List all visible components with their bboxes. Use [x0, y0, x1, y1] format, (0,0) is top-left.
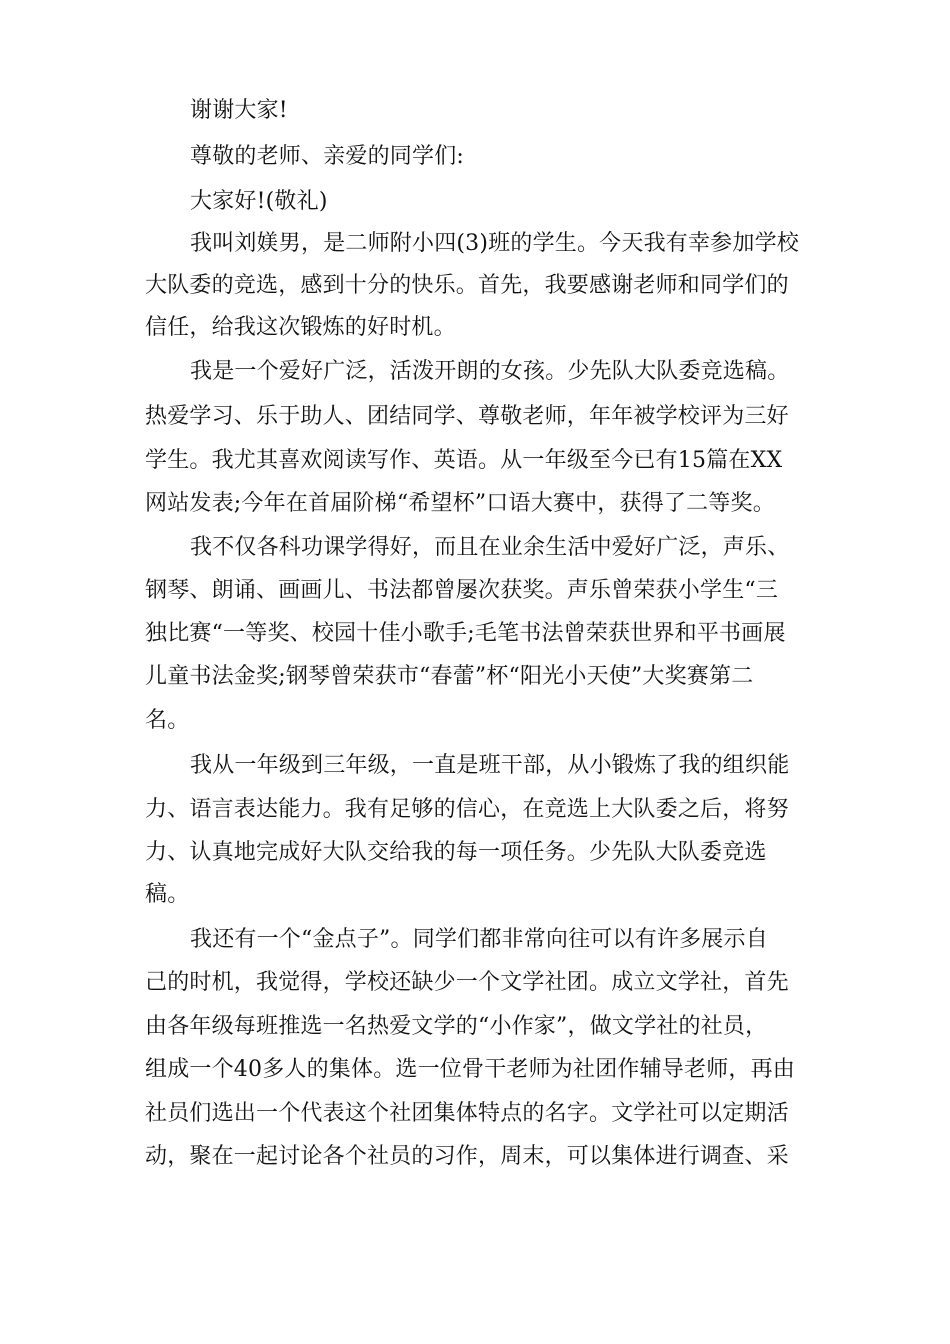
paragraph-line: 己的时机，我觉得，学校还缺少一个文学社团。成立文学社，首先: [145, 970, 789, 995]
text-line-greeting: 尊敬的老师、亲爱的同学们:: [190, 144, 465, 169]
paragraph-line: 大队委的竞选，感到十分的快乐。首先，我要感谢老师和同学们的: [145, 273, 789, 298]
paragraph-line: 名。: [145, 708, 190, 733]
paragraph-line: 组成一个40多人的集体。选一位骨干老师为社团作辅导老师，再由: [145, 1057, 795, 1082]
paragraph-line: 我是一个爱好广泛，活泼开朗的女孩。少先队大队委竞选稿。: [190, 359, 790, 384]
paragraph-line: 钢琴、朗诵、画画儿、书法都曾屡次获奖。声乐曾荣获小学生“三: [145, 578, 779, 603]
paragraph-line: 热爱学习、乐于助人、团结同学、尊敬老师，年年被学校评为三好: [145, 404, 789, 429]
paragraph-line: 儿童书法金奖;钢琴曾荣获市“春蕾”杯“阳光小天使”大奖赛第二: [145, 664, 754, 689]
paragraph-line: 我从一年级到三年级，一直是班干部，从小锻炼了我的组织能: [190, 753, 790, 778]
paragraph-line: 力、语言表达能力。我有足够的信心，在竞选上大队委之后，将努: [145, 797, 789, 822]
paragraph-line: 网站发表;今年在首届阶梯“希望杯”口语大赛中，获得了二等奖。: [145, 491, 775, 516]
paragraph-line: 稿。: [145, 882, 190, 907]
text-line-hello: 大家好!(敬礼): [190, 189, 328, 214]
paragraph-line: 社员们选出一个代表这个社团集体特点的名字。文学社可以定期活: [145, 1101, 789, 1126]
paragraph-line: 力、认真地完成好大队交给我的每一项任务。少先队大队委竞选: [145, 840, 767, 865]
paragraph-line: 学生。我尤其喜欢阅读写作、英语。从一年级至今已有15篇在XX: [145, 448, 783, 473]
paragraph-line: 我叫刘媄男，是二师附小四(3)班的学生。今天我有幸参加学校: [190, 231, 799, 256]
paragraph-line: 我不仅各科功课学得好，而且在业余生活中爱好广泛，声乐、: [190, 535, 790, 560]
text-line-thanks: 谢谢大家!: [190, 98, 288, 123]
paragraph-line: 动，聚在一起讨论各个社员的习作，周末，可以集体进行调查、采: [145, 1144, 789, 1169]
paragraph-line: 由各年级每班推选一名热爱文学的“小作家”，做文学社的社员，: [145, 1014, 768, 1039]
paragraph-line: 独比赛“一等奖、校园十佳小歌手;毛笔书法曾荣获世界和平书画展: [145, 621, 786, 646]
paragraph-line: 我还有一个“金点子”。同学们都非常向往可以有许多展示自: [190, 927, 768, 952]
paragraph-line: 信任，给我这次锻炼的好时机。: [145, 315, 456, 340]
